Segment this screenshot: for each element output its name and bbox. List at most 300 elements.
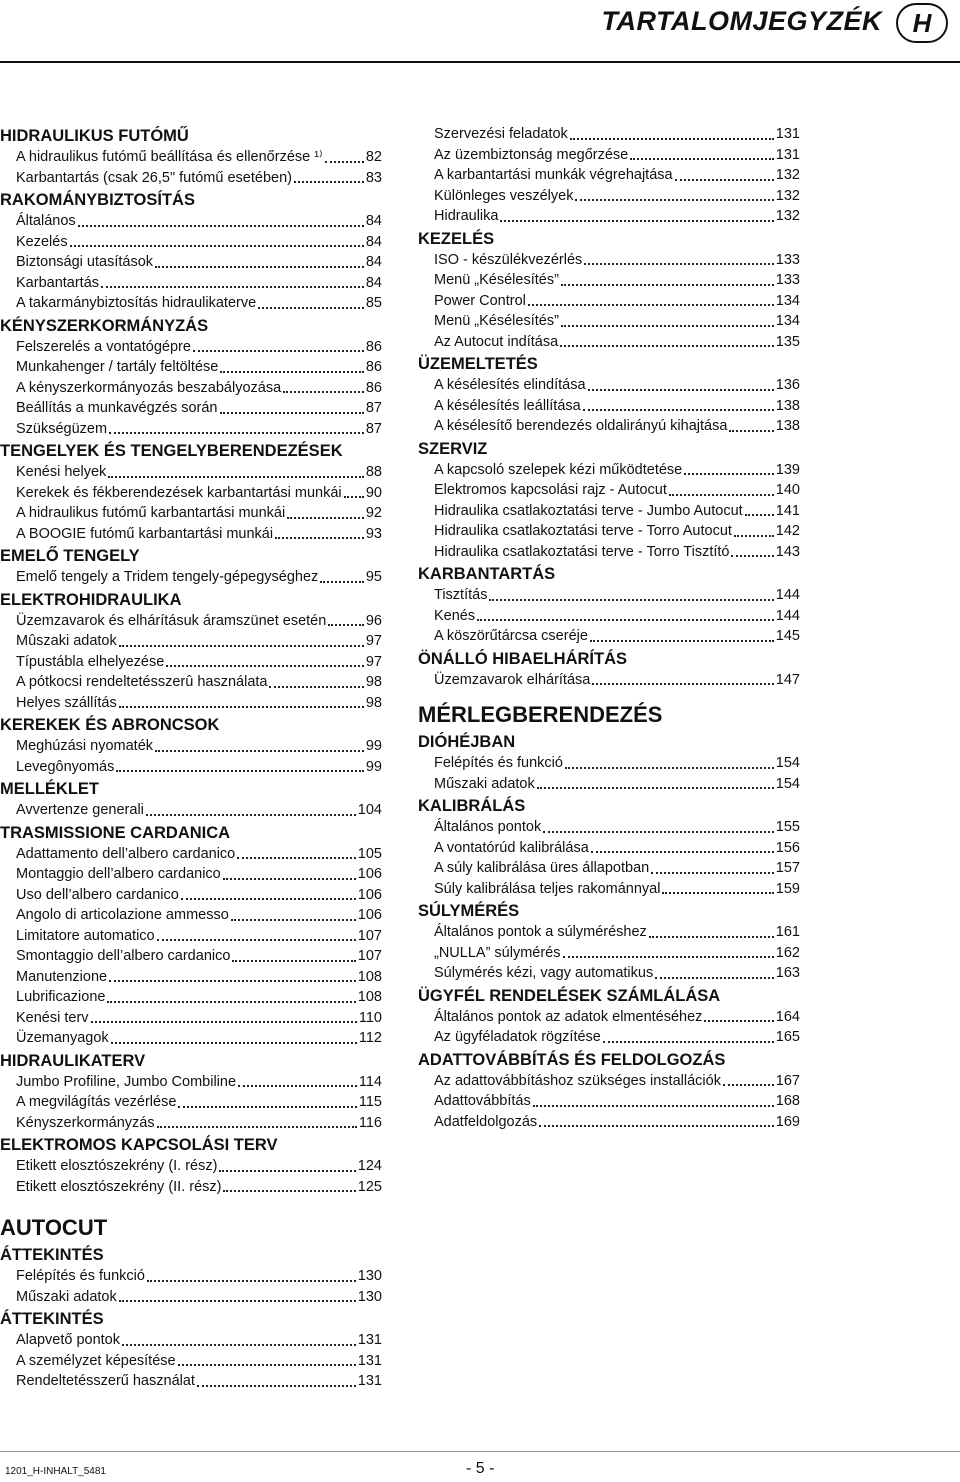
toc-entry[interactable] bbox=[418, 542, 800, 563]
entry-title: Emelő tengely a Tridem tengely-gépegységhez bbox=[16, 569, 319, 585]
entry-title: Lubrificazione bbox=[16, 989, 106, 1005]
toc-entry[interactable] bbox=[418, 501, 800, 522]
toc-entry[interactable] bbox=[418, 311, 800, 332]
dot-leader bbox=[603, 1041, 774, 1043]
page-ref: 133 bbox=[775, 251, 800, 268]
entry-title: Menü „Késélesítés” bbox=[434, 272, 559, 288]
page-ref: 145 bbox=[775, 628, 800, 644]
section-heading: HIDRAULIKATERV bbox=[0, 1051, 146, 1070]
entry-title: Hidraulika csatlakoztatási terve - Torro Autocut bbox=[434, 523, 732, 539]
page-ref: 106 bbox=[357, 886, 382, 903]
toc-entry[interactable] bbox=[0, 232, 382, 253]
dot-leader bbox=[500, 220, 773, 222]
page-ref: 130 bbox=[357, 1268, 382, 1284]
page-ref: 142 bbox=[775, 523, 800, 539]
toc-entry[interactable] bbox=[418, 270, 800, 291]
toc-entry[interactable] bbox=[0, 736, 382, 757]
dot-leader bbox=[223, 1190, 355, 1192]
page-ref: 154 bbox=[775, 755, 800, 771]
entry-title: A karbantartási munkák végrehajtása bbox=[434, 167, 673, 183]
dot-leader bbox=[178, 1364, 356, 1366]
entry-title: Szükségüzem bbox=[16, 420, 108, 437]
entry-title: Beállítás a munkavégzés során bbox=[16, 400, 218, 416]
page-ref: 108 bbox=[357, 968, 382, 985]
dot-leader bbox=[223, 878, 356, 880]
section-heading: SÚLYMÉRÉS bbox=[418, 902, 520, 920]
dot-leader bbox=[258, 307, 364, 309]
page-ref: 134 bbox=[775, 292, 800, 309]
entry-title: Etikett elosztószekrény (II. rész) bbox=[16, 1178, 222, 1195]
page-ref: 105 bbox=[357, 845, 382, 862]
entry-title: Típustábla elhelyezése bbox=[16, 653, 165, 670]
page-number: - 5 - bbox=[466, 1460, 495, 1477]
entry-title: Felszerelés a vontatógépre bbox=[16, 338, 191, 355]
entry-title: Kényszerkormányzás bbox=[16, 1114, 155, 1131]
entry-title: Az üzembiztonság megőrzése bbox=[434, 146, 629, 163]
page-ref: 99 bbox=[365, 758, 382, 775]
toc-entry[interactable] bbox=[418, 124, 800, 145]
dot-leader bbox=[570, 138, 774, 140]
page-ref: 86 bbox=[365, 359, 382, 375]
entry-title: Súlymérés kézi, vagy automatikus bbox=[434, 965, 654, 981]
toc-entry[interactable] bbox=[0, 757, 382, 778]
dot-leader bbox=[122, 1344, 356, 1346]
section-heading: KALIBRÁLÁS bbox=[418, 797, 526, 815]
entry-title: Az Autocut indítása bbox=[434, 333, 559, 350]
toc-entry[interactable] bbox=[418, 1027, 800, 1048]
page-ref: 99 bbox=[365, 738, 382, 754]
toc-entry[interactable] bbox=[0, 652, 382, 673]
header-divider bbox=[0, 61, 960, 63]
toc-entry[interactable] bbox=[0, 967, 382, 988]
dot-leader bbox=[590, 640, 774, 642]
dot-leader bbox=[575, 199, 773, 201]
page-ref: 108 bbox=[357, 989, 382, 1005]
page-ref: 168 bbox=[775, 1093, 800, 1109]
entry-title: Adattamento dell’albero cardanico bbox=[16, 845, 236, 862]
entry-title: Általános pontok a súlyméréshez bbox=[434, 924, 647, 940]
toc-entry[interactable] bbox=[0, 800, 382, 821]
toc-entry[interactable] bbox=[418, 1091, 800, 1112]
toc-entry[interactable] bbox=[418, 375, 800, 396]
dot-leader bbox=[704, 1020, 773, 1022]
toc-entry[interactable] bbox=[0, 1072, 382, 1093]
dot-leader bbox=[561, 284, 774, 286]
toc-entry[interactable] bbox=[418, 460, 800, 481]
toc-entry[interactable] bbox=[0, 398, 382, 419]
footer-divider bbox=[0, 1451, 960, 1452]
dot-leader bbox=[729, 430, 773, 432]
entry-title: Rendeltetésszerű használat bbox=[16, 1373, 195, 1389]
toc-entry[interactable] bbox=[0, 1008, 382, 1029]
dot-leader bbox=[119, 706, 364, 708]
dot-leader bbox=[588, 389, 774, 391]
page-ref: 97 bbox=[365, 653, 382, 670]
section-heading: KEREKEK ÉS ABRONCSOK bbox=[0, 716, 220, 734]
toc-entry[interactable] bbox=[418, 943, 800, 964]
toc-entry[interactable] bbox=[0, 844, 382, 865]
dot-leader bbox=[220, 371, 364, 373]
dot-leader bbox=[197, 1385, 356, 1387]
entry-title: A késélesítés elindítása bbox=[434, 377, 586, 393]
entry-title: Különleges veszélyek bbox=[434, 187, 574, 204]
page-ref: 131 bbox=[357, 1332, 382, 1348]
entry-title: A pótkocsi rendeltetésszerû használata bbox=[16, 674, 268, 690]
entry-title: Kenési helyek bbox=[16, 464, 107, 480]
entry-title: Limitatore automatico bbox=[16, 927, 155, 944]
dot-leader bbox=[560, 345, 774, 347]
dot-leader bbox=[583, 409, 774, 411]
page-ref: 84 bbox=[365, 274, 382, 291]
page-ref: 144 bbox=[775, 607, 800, 624]
page-ref: 131 bbox=[775, 126, 800, 142]
dot-leader bbox=[178, 1106, 356, 1108]
page-ref: 88 bbox=[365, 464, 382, 480]
entry-title: Karbantartás bbox=[16, 274, 100, 291]
entry-title: Műszaki adatok bbox=[16, 1288, 117, 1305]
dot-leader bbox=[734, 535, 774, 537]
entry-title: Biztonsági utasítások bbox=[16, 254, 154, 270]
page-ref: 147 bbox=[775, 671, 800, 688]
entry-title: Az adattovábbításhoz szükséges installációk bbox=[434, 1072, 721, 1089]
toc-entry[interactable] bbox=[0, 273, 382, 294]
dot-leader bbox=[543, 831, 774, 833]
toc-entry[interactable] bbox=[418, 186, 800, 207]
section-heading: ÖNÁLLÓ HIBAELHÁRÍTÁS bbox=[418, 649, 627, 668]
page-ref: 144 bbox=[775, 587, 800, 603]
dot-leader bbox=[109, 980, 356, 982]
page-ref: 132 bbox=[775, 187, 800, 204]
entry-title: Szervezési feladatok bbox=[434, 126, 568, 142]
entry-title: Általános bbox=[16, 213, 76, 229]
entry-title: Manutenzione bbox=[16, 968, 108, 985]
entry-title: Avvertenze generali bbox=[16, 802, 144, 818]
dot-leader bbox=[651, 872, 774, 874]
entry-title: Uso dell’albero cardanico bbox=[16, 886, 179, 903]
entry-title: Felépítés és funkció bbox=[16, 1268, 145, 1284]
entry-title: A hidraulikus futómű karbantartási munkái bbox=[16, 505, 286, 521]
toc-entry[interactable] bbox=[418, 879, 800, 900]
page-ref: 134 bbox=[775, 313, 800, 329]
toc-entry[interactable] bbox=[0, 693, 382, 714]
dot-leader bbox=[220, 412, 364, 414]
page-ref: 136 bbox=[775, 377, 800, 393]
entry-title: Elektromos kapcsolási rajz - Autocut bbox=[434, 482, 667, 498]
toc-entry[interactable] bbox=[0, 211, 382, 232]
section-heading: MÉRLEGBERENDEZÉS bbox=[418, 702, 663, 727]
page-ref: 131 bbox=[357, 1373, 382, 1389]
toc-entry[interactable] bbox=[418, 817, 800, 838]
page-ref: 141 bbox=[775, 502, 800, 519]
entry-title: Általános pontok az adatok elmentéséhez bbox=[434, 1008, 703, 1025]
toc-entry[interactable] bbox=[0, 1371, 382, 1392]
section-heading: TENGELYEK ÉS TENGELYBERENDEZÉSEK bbox=[0, 442, 343, 460]
entry-title: A hidraulikus futómű beállítása és ellenőrzése ¹⁾ bbox=[16, 149, 323, 165]
toc-entry[interactable] bbox=[0, 1287, 382, 1308]
dot-leader bbox=[489, 599, 773, 601]
dot-leader bbox=[111, 1042, 357, 1044]
toc-entry[interactable] bbox=[0, 1330, 382, 1351]
section-heading: HIDRAULIKUS FUTÓMŰ bbox=[0, 127, 189, 145]
entry-title: Tisztítás bbox=[434, 587, 488, 603]
entry-title: Hidraulika csatlakoztatási terve - Jumbo Autocut bbox=[434, 502, 743, 519]
entry-title: Adattovábbítás bbox=[434, 1093, 531, 1109]
page-ref: 84 bbox=[365, 254, 382, 270]
section-heading: ÜZEMELTETÉS bbox=[418, 355, 538, 373]
toc-entry[interactable] bbox=[0, 987, 382, 1008]
dot-leader bbox=[101, 286, 364, 288]
dot-leader bbox=[533, 1105, 774, 1107]
dot-leader bbox=[108, 476, 364, 478]
dot-leader bbox=[269, 686, 363, 688]
page-ref: 162 bbox=[775, 944, 800, 961]
toc-entry[interactable] bbox=[418, 1112, 800, 1133]
entry-title: A súly kalibrálása üres állapotban bbox=[434, 860, 650, 876]
page-ref: 157 bbox=[775, 860, 800, 876]
entry-title: Power Control bbox=[434, 292, 526, 309]
dot-leader bbox=[116, 770, 364, 772]
toc-entry[interactable] bbox=[418, 838, 800, 859]
entry-title: Helyes szállítás bbox=[16, 694, 117, 711]
toc-entry[interactable] bbox=[418, 521, 800, 542]
toc-entry[interactable] bbox=[418, 963, 800, 984]
toc-entry[interactable] bbox=[418, 626, 800, 647]
dot-leader bbox=[723, 1084, 774, 1086]
toc-entry[interactable] bbox=[418, 1071, 800, 1092]
page-ref: 95 bbox=[365, 569, 382, 585]
entry-title: Jumbo Profiline, Jumbo Combiline bbox=[16, 1073, 237, 1090]
toc-entry[interactable] bbox=[0, 864, 382, 885]
entry-title: Felépítés és funkció bbox=[434, 755, 563, 771]
section-heading: ÁTTEKINTÉS bbox=[0, 1246, 104, 1264]
page-ref: 84 bbox=[365, 213, 382, 229]
page-ref: 155 bbox=[775, 819, 800, 835]
dot-leader bbox=[287, 517, 364, 519]
page-ref: 164 bbox=[775, 1008, 800, 1025]
toc-entry[interactable] bbox=[0, 419, 382, 440]
entry-title: „NULLA” súlymérés bbox=[434, 944, 561, 961]
dot-leader bbox=[294, 181, 364, 183]
dot-leader bbox=[119, 1300, 356, 1302]
document-code: 1201_H-INHALT_5481 bbox=[5, 1466, 106, 1477]
toc-entry[interactable] bbox=[0, 926, 382, 947]
entry-title: A kapcsoló szelepek kézi működtetése bbox=[434, 461, 683, 478]
section-heading: ADATTOVÁBBÍTÁS ÉS FELDOLGOZÁS bbox=[418, 1050, 726, 1069]
toc-entry[interactable] bbox=[0, 1113, 382, 1134]
dot-leader bbox=[231, 919, 356, 921]
entry-title: ISO - készülékvezérlés bbox=[434, 251, 583, 268]
page-ref: 93 bbox=[365, 525, 382, 542]
toc-entry[interactable] bbox=[418, 753, 800, 774]
toc-entry[interactable] bbox=[418, 396, 800, 417]
toc-entry[interactable] bbox=[418, 250, 800, 271]
toc-entry[interactable] bbox=[418, 858, 800, 879]
section-heading: ELEKTROHIDRAULIKA bbox=[0, 590, 182, 609]
toc-entry[interactable] bbox=[418, 670, 800, 691]
dot-leader bbox=[561, 325, 774, 327]
toc-entry[interactable] bbox=[0, 672, 382, 693]
toc-entry[interactable] bbox=[0, 885, 382, 906]
dot-leader bbox=[537, 787, 774, 789]
page-title: TARTALOMJEGYZÉK bbox=[601, 6, 882, 36]
entry-title: Mûszaki adatok bbox=[16, 633, 117, 649]
entry-title: Etikett elosztószekrény (I. rész) bbox=[16, 1158, 218, 1174]
dot-leader bbox=[565, 767, 774, 769]
toc-entry[interactable] bbox=[0, 631, 382, 652]
toc-entry[interactable] bbox=[418, 206, 800, 227]
entry-title: A takarmánybiztosítás hidraulikaterve bbox=[16, 295, 257, 311]
section-heading: DIÓHÉJBAN bbox=[418, 733, 516, 751]
dot-leader bbox=[649, 936, 774, 938]
toc-entry[interactable] bbox=[418, 1007, 800, 1028]
page-ref: 131 bbox=[775, 146, 800, 163]
dot-leader bbox=[155, 750, 364, 752]
page-ref: 167 bbox=[775, 1072, 800, 1089]
dot-leader bbox=[344, 496, 364, 498]
dot-leader bbox=[232, 960, 355, 962]
toc-entry[interactable] bbox=[0, 503, 382, 524]
entry-title: Smontaggio dell’albero cardanico bbox=[16, 948, 231, 964]
dot-leader bbox=[109, 432, 364, 434]
page-ref: 156 bbox=[775, 839, 800, 856]
dot-leader bbox=[325, 161, 364, 163]
page-ref: 143 bbox=[775, 543, 800, 560]
entry-title: Üzemzavarok elhárítása bbox=[434, 671, 591, 688]
dot-leader bbox=[669, 494, 774, 496]
entry-title: A köszörűtárcsa cseréje bbox=[434, 628, 588, 644]
dot-leader bbox=[78, 225, 364, 227]
dot-leader bbox=[155, 266, 364, 268]
entry-title: Üzemanyagok bbox=[16, 1030, 109, 1046]
page-ref: 116 bbox=[358, 1114, 382, 1131]
page-ref: 131 bbox=[357, 1352, 382, 1369]
toc-entry[interactable] bbox=[0, 1092, 382, 1113]
entry-title: Menü „Késélesítés” bbox=[434, 313, 559, 329]
page-ref: 82 bbox=[365, 149, 382, 165]
dot-leader bbox=[166, 665, 364, 667]
page-ref: 98 bbox=[365, 694, 382, 711]
language-badge: H bbox=[896, 3, 948, 43]
toc-entry[interactable] bbox=[0, 524, 382, 545]
toc-entry[interactable] bbox=[0, 1177, 382, 1198]
page-ref: 135 bbox=[775, 333, 800, 350]
toc-entry[interactable] bbox=[418, 585, 800, 606]
toc-entry[interactable] bbox=[0, 1028, 382, 1049]
toc-entry[interactable] bbox=[0, 378, 382, 399]
entry-title: Az ügyféladatok rögzítése bbox=[434, 1029, 601, 1045]
entry-title: Levegônyomás bbox=[16, 758, 115, 775]
toc-entry[interactable] bbox=[0, 337, 382, 358]
page-ref: 107 bbox=[357, 948, 382, 964]
toc-entry[interactable] bbox=[0, 567, 382, 588]
toc-entry[interactable] bbox=[0, 611, 382, 632]
toc-entry[interactable] bbox=[418, 416, 800, 437]
section-heading: ÁTTEKINTÉS bbox=[0, 1310, 104, 1328]
page-ref: 106 bbox=[357, 866, 382, 882]
page-ref: 132 bbox=[775, 208, 800, 224]
toc-entry[interactable] bbox=[0, 1351, 382, 1372]
toc-entry[interactable] bbox=[418, 922, 800, 943]
entry-title: A késélesítő berendezés oldalirányú kihajtása bbox=[434, 418, 728, 434]
page-ref: 83 bbox=[365, 169, 382, 186]
toc-entry[interactable] bbox=[418, 332, 800, 353]
page-ref: 112 bbox=[358, 1030, 382, 1046]
dot-leader bbox=[275, 537, 364, 539]
entry-title: A személyzet képesítése bbox=[16, 1352, 176, 1369]
toc-entry[interactable] bbox=[418, 165, 800, 186]
entry-title: Üzemzavarok és elhárításuk áramszünet esetén bbox=[16, 612, 327, 629]
dot-leader bbox=[539, 1125, 774, 1127]
dot-leader bbox=[591, 851, 774, 853]
toc-entry[interactable] bbox=[0, 293, 382, 314]
toc-entry[interactable] bbox=[418, 291, 800, 312]
entry-title: Hidraulika bbox=[434, 208, 499, 224]
page-ref: 86 bbox=[365, 338, 382, 355]
dot-leader bbox=[157, 1126, 357, 1128]
section-heading: EMELŐ TENGELY bbox=[0, 547, 140, 565]
page-ref: 124 bbox=[357, 1158, 382, 1174]
toc-entry[interactable] bbox=[0, 357, 382, 378]
dot-leader bbox=[70, 245, 364, 247]
page-ref: 90 bbox=[365, 484, 382, 501]
section-heading: TRASMISSIONE CARDANICA bbox=[0, 823, 231, 842]
toc-entry[interactable] bbox=[0, 1156, 382, 1177]
page-ref: 115 bbox=[358, 1094, 382, 1110]
dot-leader bbox=[745, 514, 774, 516]
entry-title: Meghúzási nyomaték bbox=[16, 738, 154, 754]
page-ref: 138 bbox=[775, 418, 800, 434]
page-ref: 110 bbox=[358, 1009, 382, 1026]
toc-entry[interactable] bbox=[0, 1266, 382, 1287]
page-ref: 114 bbox=[358, 1073, 382, 1090]
toc-entry[interactable] bbox=[418, 774, 800, 795]
dot-leader bbox=[477, 619, 774, 621]
toc-entry[interactable] bbox=[418, 145, 800, 166]
toc-entry[interactable] bbox=[418, 606, 800, 627]
page-ref: 104 bbox=[357, 802, 382, 818]
page-ref: 159 bbox=[775, 880, 800, 897]
dot-leader bbox=[238, 1085, 357, 1087]
page-ref: 97 bbox=[365, 633, 382, 649]
toc-entry[interactable] bbox=[0, 905, 382, 926]
toc-entry[interactable] bbox=[418, 480, 800, 501]
dot-leader bbox=[219, 1170, 355, 1172]
dot-leader bbox=[119, 645, 364, 647]
toc-entry[interactable] bbox=[0, 462, 382, 483]
dot-leader bbox=[662, 892, 773, 894]
toc-entry[interactable] bbox=[0, 483, 382, 504]
toc-entry[interactable] bbox=[0, 252, 382, 273]
page-ref: 86 bbox=[365, 379, 382, 396]
toc-right-column bbox=[418, 124, 800, 1132]
dot-leader bbox=[630, 158, 774, 160]
entry-title: Angolo di articolazione ammesso bbox=[16, 907, 229, 923]
dot-leader bbox=[731, 555, 773, 557]
page-ref: 169 bbox=[775, 1113, 800, 1130]
dot-leader bbox=[528, 304, 774, 306]
toc-left-column bbox=[0, 124, 382, 1392]
toc-entry[interactable] bbox=[0, 168, 382, 189]
dot-leader bbox=[675, 179, 774, 181]
entry-title: A kényszerkormányozás beszabályozása bbox=[16, 379, 282, 396]
section-heading: KÉNYSZERKORMÁNYZÁS bbox=[0, 316, 209, 335]
toc-entry[interactable] bbox=[0, 147, 382, 168]
toc-entry[interactable] bbox=[0, 946, 382, 967]
page-ref: 87 bbox=[365, 420, 382, 437]
dot-leader bbox=[320, 581, 364, 583]
entry-title: Kenési terv bbox=[16, 1009, 89, 1026]
dot-leader bbox=[328, 624, 364, 626]
